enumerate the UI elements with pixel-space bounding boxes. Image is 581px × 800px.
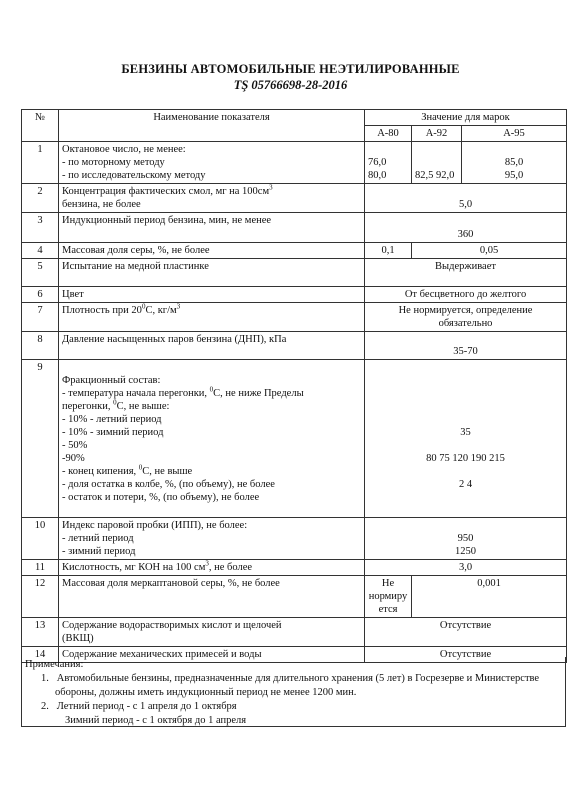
row-num: 1: [22, 142, 59, 184]
row-value: [365, 518, 567, 560]
table-row: [22, 243, 567, 259]
table-row: [22, 518, 567, 560]
row-value: От бесцветного до желтого: [365, 287, 567, 303]
row-value: 3,0: [365, 560, 567, 576]
row-name: Содержание водорастворимых кислот и щелочей (ВКЩ): [59, 618, 365, 647]
row-name-line: бензина, не более: [62, 199, 141, 210]
value-line: 85,0: [504, 157, 524, 168]
row-num: 3: [22, 213, 59, 243]
value-line: 80 75 120 190 215: [426, 453, 505, 464]
row-name-line: Индекс паровой пробки (ИПП), не более:: [62, 520, 248, 531]
row-value: 5,0: [365, 184, 567, 213]
row-name-line: - 10% - летний период: [62, 414, 162, 425]
row-name: [59, 518, 365, 560]
row-name-line: Концентрация фактических смол, мг на $100см^3$: [62, 183, 273, 197]
row-name-line: - 10% - зимний период: [62, 427, 164, 438]
value-line: 95,0: [504, 170, 524, 181]
row-name-line: - летний период: [62, 533, 134, 544]
row-value: 35-70: [365, 332, 567, 360]
row-num: 4: [22, 243, 59, 259]
table-row: [22, 303, 567, 332]
row-num: 7: [22, 303, 59, 332]
table-row: [22, 142, 567, 184]
row-num: 2: [22, 184, 59, 213]
row-value: Выдерживает: [365, 259, 567, 287]
header-a92: А-92: [412, 126, 462, 142]
value-a92-a95: 0,05: [412, 243, 567, 259]
row-num: 14: [22, 647, 59, 663]
row-name: Кислотность, мг КОН на 100 $см^3$, не более: [59, 560, 365, 576]
table-row: [22, 360, 567, 518]
header-a95: А-95: [462, 126, 567, 142]
row-name: [59, 142, 365, 184]
note-item: Зимний период - с 1 октября до 1 апреля: [65, 715, 247, 726]
table-row: [22, 618, 567, 647]
value-line: 950: [457, 533, 474, 544]
notes-section: [21, 657, 566, 727]
table-row: [22, 184, 567, 213]
row-name-line: - доля остатка в колбе, %, (по объему), не более: [62, 479, 275, 490]
row-name: Давление насыщенных паров бензина (ДНП), кПа: [59, 332, 365, 360]
standard-code: TŞ 05766698-28-2016: [233, 78, 348, 92]
value-line: 2 4: [458, 479, 473, 490]
header-a80: А-80: [365, 126, 412, 142]
document-title: БЕНЗИНЫ АВТОМОБИЛЬНЫЕ НЕЭТИЛИРОВАННЫЕ: [121, 62, 460, 76]
row-num: 9: [22, 360, 59, 518]
row-name-line: Октановое число, не менее:: [62, 144, 186, 155]
row-value: Отсутствие: [365, 618, 567, 647]
table-row: [22, 332, 567, 360]
note-item: 2. Летний период - с 1 апреля до 1 октября: [41, 701, 237, 712]
row-value: 360: [365, 213, 567, 243]
row-name-line: перегонки, $^0$С, не выше:: [62, 398, 170, 412]
value-a80: 0,1: [365, 243, 412, 259]
notes-heading: Примечания:: [25, 659, 84, 670]
row-num: 5: [22, 259, 59, 287]
row-name-line: Фракционный состав:: [62, 375, 161, 386]
row-name: [59, 184, 365, 213]
row-num: 6: [22, 287, 59, 303]
header-name: Наименование показателя: [59, 110, 365, 142]
table-row: [22, 560, 567, 576]
value-line: 76,0: [368, 157, 387, 168]
row-value: Отсутствие: [365, 647, 567, 663]
row-name: Массовая доля серы, %, не более: [59, 243, 365, 259]
row-name-line: - по исследовательскому методу: [62, 170, 206, 181]
table-row: [22, 576, 567, 618]
value-a80: [365, 142, 412, 184]
note-item: 1. Автомобильные бензины, предназначенные для длительного хранения (5 лет) в Госрезерве и Министерстве обороны, должны иметь индукционный период не менее 1200 мин.: [41, 673, 540, 698]
row-name: Испытание на медной пластинке: [59, 259, 365, 287]
row-name: Массовая доля меркаптановой серы, %, не более: [59, 576, 365, 618]
header-values: Значение для марок: [365, 110, 567, 126]
row-name-line: - температура начала перегонки, $^0$С, не ниже Пределы: [62, 385, 304, 399]
row-num: 11: [22, 560, 59, 576]
row-name-line: - 50%: [62, 440, 88, 451]
row-name-line: - зимний период: [62, 546, 136, 557]
row-num: 12: [22, 576, 59, 618]
header-num: №: [22, 110, 59, 142]
value-line: 80,0: [368, 170, 387, 181]
value-a92-a95: 0,001: [412, 576, 567, 618]
value-a80: Не нормиру ется: [365, 576, 412, 618]
table-row: [22, 259, 567, 287]
row-num: 10: [22, 518, 59, 560]
row-name-line: - конец кипения, $^0$С, не выше: [62, 463, 193, 477]
row-name-line: - остаток и потери, %, (по объему), не более: [62, 492, 260, 503]
value-a95: [462, 142, 567, 184]
value-a92: [412, 142, 462, 184]
row-name: Плотность при $20^0С$, $кг/м^3$: [59, 303, 365, 332]
table-header-row: [22, 110, 567, 126]
table-row: [22, 287, 567, 303]
spec-table: [21, 109, 567, 663]
row-name: Содержание механических примесей и воды: [59, 647, 365, 663]
row-name-line: - по моторному методу: [62, 157, 165, 168]
row-name: Индукционный период бензина, мин, не менее: [59, 213, 365, 243]
value-line: 35: [460, 427, 471, 438]
row-value: [365, 360, 567, 518]
row-num: 8: [22, 332, 59, 360]
row-num: 13: [22, 618, 59, 647]
table-row: [22, 213, 567, 243]
row-value: Не нормируется, определение обязательно: [365, 303, 567, 332]
value-line: 82,5 92,0: [415, 170, 455, 181]
row-name: [59, 360, 365, 518]
row-name-line: -90%: [62, 453, 85, 464]
row-name: Цвет: [59, 287, 365, 303]
value-line: 1250: [455, 546, 477, 557]
